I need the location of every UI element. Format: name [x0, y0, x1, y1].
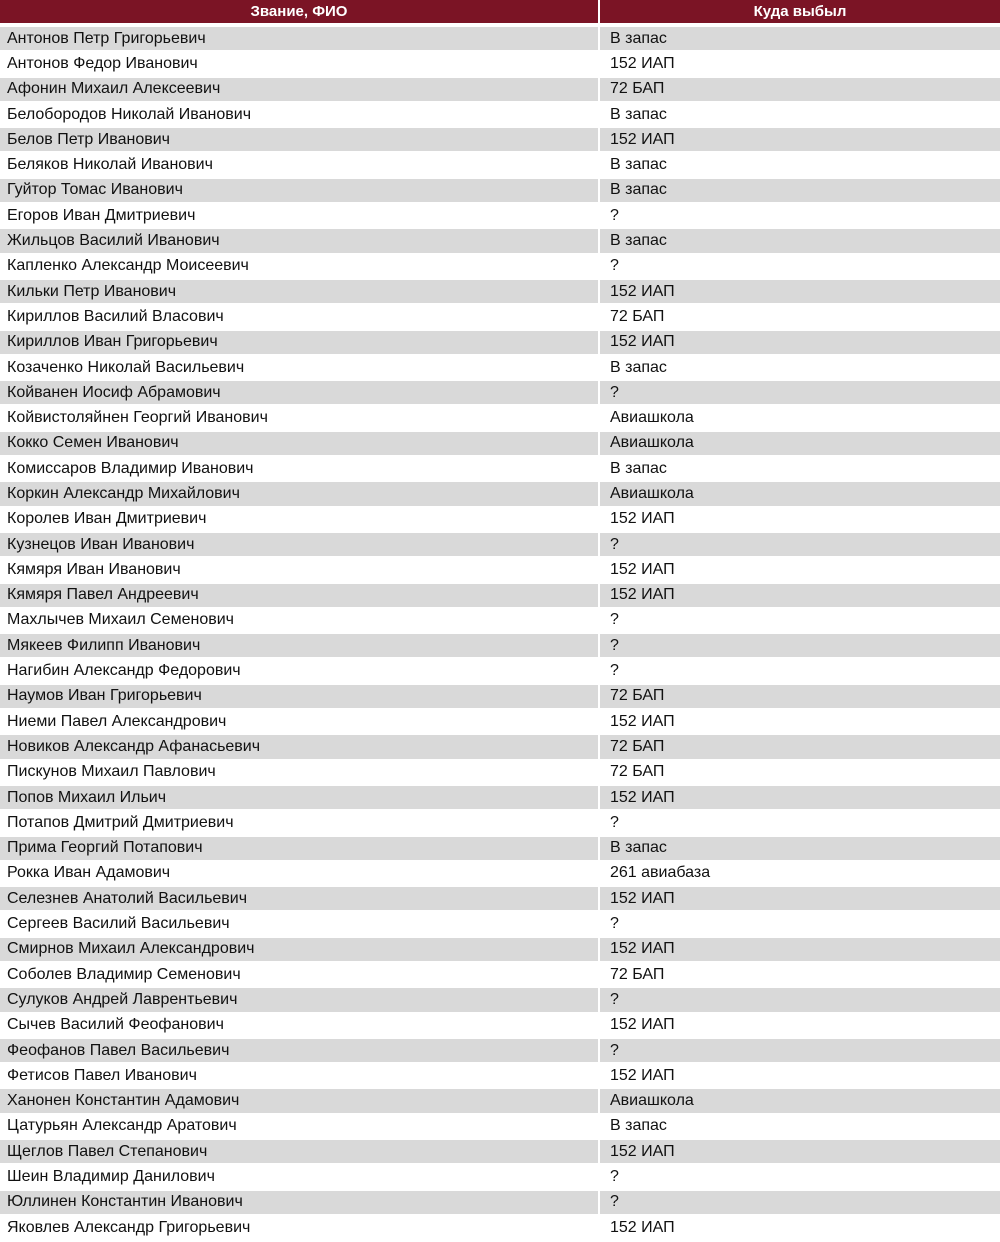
table-row — [0, 961, 1000, 986]
cell-destination: 152 ИАП — [600, 786, 1000, 809]
cell-name: Цатурьян Александр Аратович — [0, 1115, 598, 1138]
table-row — [0, 430, 1000, 455]
cell-name: Козаченко Николай Васильевич — [0, 356, 598, 379]
table-row — [0, 1012, 1000, 1037]
cell-name: Жильцов Василий Иванович — [0, 229, 598, 252]
cell-destination: 152 ИАП — [600, 280, 1000, 303]
table-row — [0, 101, 1000, 126]
cell-destination: 152 ИАП — [600, 1064, 1000, 1087]
cell-destination: ? — [600, 912, 1000, 935]
table-row — [0, 632, 1000, 657]
table-row — [0, 885, 1000, 910]
table-row — [0, 76, 1000, 101]
cell-name: Феофанов Павел Васильевич — [0, 1039, 598, 1062]
cell-name: Егоров Иван Дмитриевич — [0, 204, 598, 227]
cell-name: Антонов Петр Григорьевич — [0, 27, 598, 50]
cell-name: Койвистоляйнен Георгий Иванович — [0, 406, 598, 429]
table-row — [0, 860, 1000, 885]
cell-name: Селезнев Анатолий Васильевич — [0, 887, 598, 910]
cell-name: Щеглов Павел Степанович — [0, 1140, 598, 1163]
table-row — [0, 354, 1000, 379]
cell-name: Белов Петр Иванович — [0, 128, 598, 151]
cell-destination: 152 ИАП — [600, 1216, 1000, 1239]
cell-name: Белобородов Николай Иванович — [0, 103, 598, 126]
cell-destination: ? — [600, 204, 1000, 227]
cell-name: Ханонен Константин Адамович — [0, 1089, 598, 1112]
cell-name: Юллинен Константин Иванович — [0, 1191, 598, 1214]
cell-destination: В запас — [600, 103, 1000, 126]
table-row — [0, 379, 1000, 404]
table-row — [0, 936, 1000, 961]
table-row — [0, 177, 1000, 202]
table-row — [0, 253, 1000, 278]
cell-name: Койванен Иосиф Абрамович — [0, 381, 598, 404]
table-row — [0, 126, 1000, 151]
cell-destination: 152 ИАП — [600, 938, 1000, 961]
cell-destination: Авиашкола — [600, 432, 1000, 455]
cell-name: Шеин Владимир Данилович — [0, 1165, 598, 1188]
cell-name: Смирнов Михаил Александрович — [0, 938, 598, 961]
table-row — [0, 759, 1000, 784]
cell-destination: ? — [600, 1039, 1000, 1062]
cell-name: Афонин Михаил Алексеевич — [0, 78, 598, 101]
table-row — [0, 303, 1000, 328]
table-row — [0, 404, 1000, 429]
cell-destination: ? — [600, 255, 1000, 278]
cell-name: Кириллов Иван Григорьевич — [0, 331, 598, 354]
cell-destination: ? — [600, 988, 1000, 1011]
table-row — [0, 1214, 1000, 1239]
cell-name: Соболев Владимир Семенович — [0, 963, 598, 986]
table-body — [0, 25, 1000, 1239]
cell-destination: В запас — [600, 837, 1000, 860]
cell-name: Пискунов Михаил Павлович — [0, 761, 598, 784]
cell-destination: 72 БАП — [600, 963, 1000, 986]
cell-name: Прима Георгий Потапович — [0, 837, 598, 860]
table-row — [0, 1037, 1000, 1062]
cell-name: Беляков Николай Иванович — [0, 153, 598, 176]
cell-destination: Авиашкола — [600, 482, 1000, 505]
cell-name: Ниеми Павел Александрович — [0, 710, 598, 733]
cell-destination: В запас — [600, 153, 1000, 176]
cell-name: Наумов Иван Григорьевич — [0, 685, 598, 708]
cell-name: Сергеев Василий Васильевич — [0, 912, 598, 935]
cell-destination: Авиашкола — [600, 406, 1000, 429]
cell-name: Гуйтор Томас Иванович — [0, 179, 598, 202]
cell-destination: ? — [600, 1165, 1000, 1188]
cell-name: Кямяря Павел Андреевич — [0, 584, 598, 607]
cell-destination: 152 ИАП — [600, 1140, 1000, 1163]
cell-name: Фетисов Павел Иванович — [0, 1064, 598, 1087]
table-row — [0, 1138, 1000, 1163]
cell-name: Рокка Иван Адамович — [0, 862, 598, 885]
cell-destination: ? — [600, 533, 1000, 556]
table-row — [0, 607, 1000, 632]
cell-destination: В запас — [600, 179, 1000, 202]
cell-name: Коркин Александр Михайлович — [0, 482, 598, 505]
cell-destination: 72 БАП — [600, 685, 1000, 708]
cell-destination: 72 БАП — [600, 78, 1000, 101]
table-row — [0, 278, 1000, 303]
table-row — [0, 1189, 1000, 1214]
cell-name: Сычев Василий Феофанович — [0, 1014, 598, 1037]
cell-name: Кокко Семен Иванович — [0, 432, 598, 455]
cell-destination: 152 ИАП — [600, 1014, 1000, 1037]
cell-name: Потапов Дмитрий Дмитриевич — [0, 811, 598, 834]
table-row — [0, 1113, 1000, 1138]
cell-destination: 152 ИАП — [600, 558, 1000, 581]
cell-destination: В запас — [600, 457, 1000, 480]
table-row — [0, 784, 1000, 809]
table-row — [0, 480, 1000, 505]
cell-destination: 152 ИАП — [600, 584, 1000, 607]
cell-name: Капленко Александр Моисеевич — [0, 255, 598, 278]
cell-destination: 152 ИАП — [600, 128, 1000, 151]
table-row — [0, 455, 1000, 480]
table-row — [0, 329, 1000, 354]
table-row — [0, 1062, 1000, 1087]
cell-name: Нагибин Александр Федорович — [0, 659, 598, 682]
cell-destination: 152 ИАП — [600, 508, 1000, 531]
cell-name: Мякеев Филипп Иванович — [0, 634, 598, 657]
table-row — [0, 506, 1000, 531]
cell-destination: В запас — [600, 356, 1000, 379]
cell-destination: 261 авиабаза — [600, 862, 1000, 885]
cell-name: Махлычев Михаил Семенович — [0, 609, 598, 632]
table-row — [0, 986, 1000, 1011]
table-row — [0, 657, 1000, 682]
table-row — [0, 733, 1000, 758]
cell-destination: В запас — [600, 1115, 1000, 1138]
cell-destination: ? — [600, 634, 1000, 657]
cell-name: Новиков Александр Афанасьевич — [0, 735, 598, 758]
cell-destination: Авиашкола — [600, 1089, 1000, 1112]
cell-name: Кузнецов Иван Иванович — [0, 533, 598, 556]
cell-destination: ? — [600, 811, 1000, 834]
table-row — [0, 1163, 1000, 1188]
cell-destination: ? — [600, 609, 1000, 632]
column-header-name[interactable]: Звание, ФИО — [0, 0, 598, 23]
table-row — [0, 708, 1000, 733]
cell-destination: 72 БАП — [600, 761, 1000, 784]
table-header — [0, 0, 1000, 25]
table-row — [0, 202, 1000, 227]
table-row — [0, 151, 1000, 176]
cell-name: Яковлев Александр Григорьевич — [0, 1216, 598, 1239]
cell-destination: ? — [600, 659, 1000, 682]
table-row — [0, 1087, 1000, 1112]
table-row — [0, 531, 1000, 556]
cell-destination: 152 ИАП — [600, 52, 1000, 75]
cell-name: Кириллов Василий Власович — [0, 305, 598, 328]
cell-destination: В запас — [600, 229, 1000, 252]
cell-destination: 152 ИАП — [600, 887, 1000, 910]
cell-name: Королев Иван Дмитриевич — [0, 508, 598, 531]
table-row — [0, 25, 1000, 50]
cell-destination: 72 БАП — [600, 735, 1000, 758]
cell-destination: ? — [600, 381, 1000, 404]
cell-name: Комиссаров Владимир Иванович — [0, 457, 598, 480]
table-row — [0, 809, 1000, 834]
cell-destination: 72 БАП — [600, 305, 1000, 328]
cell-destination: 152 ИАП — [600, 331, 1000, 354]
cell-name: Попов Михаил Ильич — [0, 786, 598, 809]
table-row — [0, 556, 1000, 581]
table-row — [0, 227, 1000, 252]
table-row — [0, 50, 1000, 75]
cell-name: Сулуков Андрей Лаврентьевич — [0, 988, 598, 1011]
cell-destination: 152 ИАП — [600, 710, 1000, 733]
cell-destination: ? — [600, 1191, 1000, 1214]
cell-name: Кильки Петр Иванович — [0, 280, 598, 303]
cell-name: Антонов Федор Иванович — [0, 52, 598, 75]
table-row — [0, 683, 1000, 708]
table-row — [0, 910, 1000, 935]
table-row — [0, 582, 1000, 607]
cell-name: Кямяря Иван Иванович — [0, 558, 598, 581]
table-row — [0, 835, 1000, 860]
column-header-destination[interactable]: Куда выбыл — [600, 0, 1000, 23]
cell-destination: В запас — [600, 27, 1000, 50]
